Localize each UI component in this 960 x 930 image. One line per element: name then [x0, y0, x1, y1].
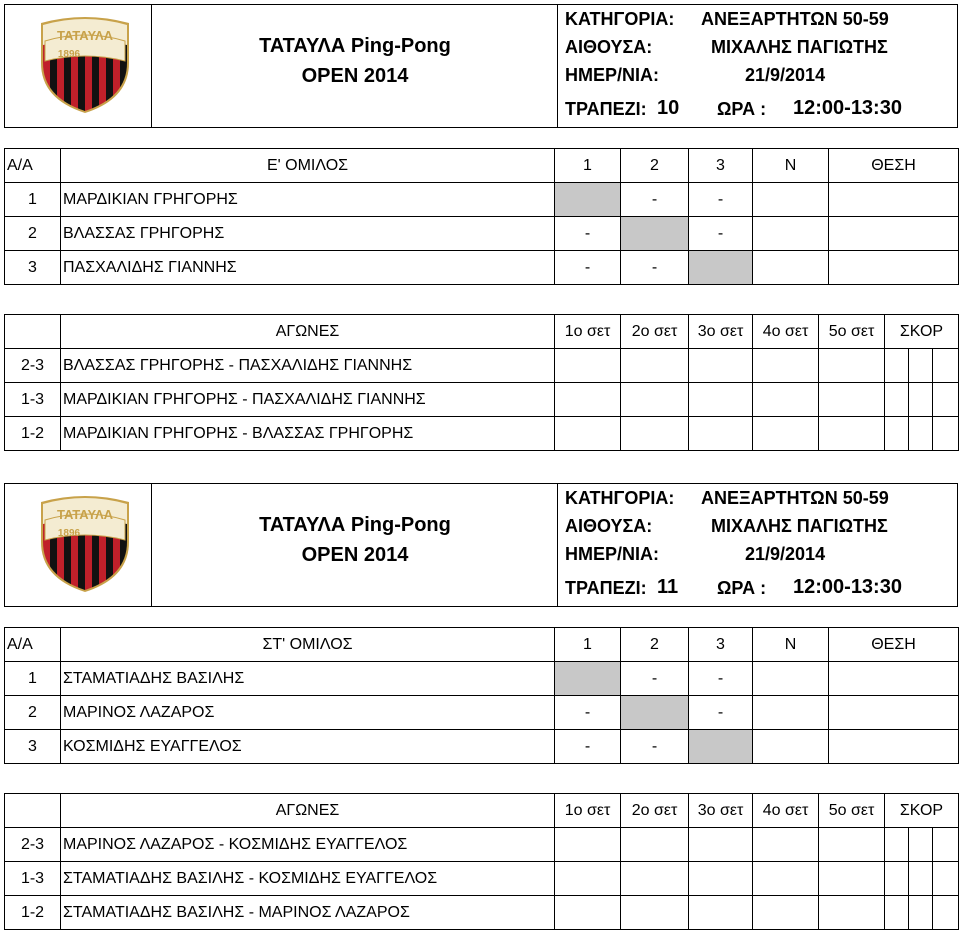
- self-cell: [555, 662, 621, 696]
- category-value: ΑΝΕΞΑΡΤΗΤΩΝ 50-59: [701, 9, 889, 29]
- score-away[interactable]: [933, 896, 959, 930]
- time-label: ΩΡΑ :: [717, 578, 767, 598]
- group-header-no: Α/Α: [5, 628, 61, 662]
- hall-value: ΜΙΧΑΛΗΣ ΠΑΓΙΩΤΗΣ: [711, 37, 888, 57]
- group-name: ΣΤ' ΟΜΙΛΟΣ: [61, 628, 555, 662]
- match-pair: 2-3: [5, 349, 61, 383]
- group-table: [4, 627, 959, 764]
- match-players: ΜΑΡΙΝΟΣ ΛΑΖΑΡΟΣ - ΚΟΣΜΙΔΗΣ ΕΥΑΓΓΕΛΟΣ: [61, 828, 555, 862]
- set-2-score[interactable]: [621, 862, 689, 896]
- score-home[interactable]: [885, 417, 909, 451]
- tournament-title: ΤΑΤΑΥΛΑ Ping-Pong: [259, 35, 451, 57]
- score-home[interactable]: [885, 828, 909, 862]
- score-away[interactable]: [933, 383, 959, 417]
- wins-cell[interactable]: [753, 217, 829, 251]
- matches-title: ΑΓΩΝΕΣ: [61, 315, 555, 349]
- tournament-edition: OPEN 2014: [301, 544, 409, 566]
- set-4-header: 4ο σετ: [753, 794, 819, 828]
- set-5-header: 5ο σετ: [819, 794, 885, 828]
- player-number: 1: [5, 662, 61, 696]
- matches-header-blank: [5, 794, 61, 828]
- score-header: ΣΚΟΡ: [885, 794, 959, 828]
- score-home[interactable]: [885, 862, 909, 896]
- matches-table: [4, 314, 959, 451]
- group-header-col-1: 1: [555, 628, 621, 662]
- set-1-score[interactable]: [555, 349, 621, 383]
- match-row: [5, 862, 959, 896]
- player-number: 2: [5, 696, 61, 730]
- group-name: Ε' ΟΜΙΛΟΣ: [61, 149, 555, 183]
- result-cell[interactable]: -: [621, 730, 689, 764]
- result-cell[interactable]: -: [621, 183, 689, 217]
- self-cell: [555, 183, 621, 217]
- group-header-col-1: 1: [555, 149, 621, 183]
- set-5-score[interactable]: [819, 417, 885, 451]
- score-away[interactable]: [933, 828, 959, 862]
- position-cell[interactable]: [829, 217, 959, 251]
- set-5-score[interactable]: [819, 862, 885, 896]
- category-value: ΑΝΕΞΑΡΤΗΤΩΝ 50-59: [701, 488, 889, 508]
- set-1-score[interactable]: [555, 383, 621, 417]
- tournament-title: ΤΑΤΑΥΛΑ Ping-Pong: [259, 514, 451, 536]
- wins-cell[interactable]: [753, 183, 829, 217]
- set-1-score[interactable]: [555, 417, 621, 451]
- set-3-header: 3ο σετ: [689, 794, 753, 828]
- date-value: 21/9/2014: [745, 544, 826, 564]
- result-cell[interactable]: -: [689, 183, 753, 217]
- set-2-score[interactable]: [621, 828, 689, 862]
- set-5-score[interactable]: [819, 896, 885, 930]
- club-logo: [35, 11, 135, 113]
- match-pair: 1-3: [5, 862, 61, 896]
- group-table: [4, 148, 959, 285]
- match-row: [5, 417, 959, 451]
- group-player-row: [5, 696, 959, 730]
- group-player-row: [5, 183, 959, 217]
- set-4-score[interactable]: [753, 862, 819, 896]
- group-player-row: [5, 217, 959, 251]
- result-cell[interactable]: -: [689, 696, 753, 730]
- set-2-score[interactable]: [621, 383, 689, 417]
- time-value: 12:00-13:30: [793, 97, 902, 119]
- set-3-score[interactable]: [689, 417, 753, 451]
- set-5-header: 5ο σετ: [819, 315, 885, 349]
- set-2-header: 2ο σετ: [621, 794, 689, 828]
- set-1-score[interactable]: [555, 896, 621, 930]
- group-header-no: Α/Α: [5, 149, 61, 183]
- set-4-score[interactable]: [753, 383, 819, 417]
- player-number: 1: [5, 183, 61, 217]
- set-2-score[interactable]: [621, 417, 689, 451]
- match-players: ΜΑΡΔΙΚΙΑΝ ΓΡΗΓΟΡΗΣ - ΒΛΑΣΣΑΣ ΓΡΗΓΟΡΗΣ: [61, 417, 555, 451]
- group-header-n: Ν: [753, 628, 829, 662]
- self-cell: [621, 217, 689, 251]
- table-label: ΤΡΑΠΕΖΙ:: [565, 578, 647, 598]
- set-2-header: 2ο σετ: [621, 315, 689, 349]
- set-3-score[interactable]: [689, 828, 753, 862]
- match-players: ΜΑΡΔΙΚΙΑΝ ΓΡΗΓΟΡΗΣ - ΠΑΣΧΑΛΙΔΗΣ ΓΙΑΝΝΗΣ: [61, 383, 555, 417]
- match-pair: 1-2: [5, 417, 61, 451]
- set-1-score[interactable]: [555, 862, 621, 896]
- wins-cell[interactable]: [753, 251, 829, 285]
- table-number: 10: [657, 97, 680, 119]
- set-5-score[interactable]: [819, 383, 885, 417]
- player-number: 3: [5, 730, 61, 764]
- position-cell[interactable]: [829, 662, 959, 696]
- result-cell[interactable]: -: [689, 662, 753, 696]
- group-header-position: ΘΕΣΗ: [829, 628, 959, 662]
- result-cell[interactable]: -: [621, 662, 689, 696]
- match-row: [5, 383, 959, 417]
- club-logo: [35, 490, 135, 592]
- group-header-col-2: 2: [621, 628, 689, 662]
- set-3-header: 3ο σετ: [689, 315, 753, 349]
- position-cell[interactable]: [829, 183, 959, 217]
- group-header-row: [5, 149, 959, 183]
- score-home[interactable]: [885, 896, 909, 930]
- match-pair: 2-3: [5, 828, 61, 862]
- set-4-header: 4ο σετ: [753, 315, 819, 349]
- wins-cell[interactable]: [753, 696, 829, 730]
- group-header-row: [5, 628, 959, 662]
- set-3-score[interactable]: [689, 349, 753, 383]
- player-number: 3: [5, 251, 61, 285]
- set-4-score[interactable]: [753, 896, 819, 930]
- matches-table: [4, 793, 959, 930]
- group-header-n: Ν: [753, 149, 829, 183]
- score-away[interactable]: [933, 417, 959, 451]
- score-away[interactable]: [933, 862, 959, 896]
- table-label: ΤΡΑΠΕΖΙ:: [565, 99, 647, 119]
- set-2-score[interactable]: [621, 349, 689, 383]
- date-label: ΗΜΕΡ/ΝΙΑ:: [565, 65, 659, 85]
- set-5-score[interactable]: [819, 349, 885, 383]
- result-cell[interactable]: -: [689, 217, 753, 251]
- position-cell[interactable]: [829, 251, 959, 285]
- match-row: [5, 349, 959, 383]
- result-cell[interactable]: -: [555, 251, 621, 285]
- match-row: [5, 828, 959, 862]
- player-number: 2: [5, 217, 61, 251]
- match-row: [5, 896, 959, 930]
- set-3-score[interactable]: [689, 383, 753, 417]
- score-header: ΣΚΟΡ: [885, 315, 959, 349]
- svg-text:1896: 1896: [57, 49, 81, 60]
- player-name: ΜΑΡΔΙΚΙΑΝ ΓΡΗΓΟΡΗΣ: [61, 183, 555, 217]
- wins-cell[interactable]: [753, 730, 829, 764]
- set-1-header: 1ο σετ: [555, 794, 621, 828]
- time-value: 12:00-13:30: [793, 576, 902, 598]
- set-4-score[interactable]: [753, 349, 819, 383]
- date-label: ΗΜΕΡ/ΝΙΑ:: [565, 544, 659, 564]
- hall-label: ΑΙΘΟΥΣΑ:: [565, 516, 653, 536]
- set-2-score[interactable]: [621, 896, 689, 930]
- svg-text:1896: 1896: [57, 528, 81, 539]
- player-name: ΣΤΑΜΑΤΙΑΔΗΣ ΒΑΣΙΛΗΣ: [61, 662, 555, 696]
- set-1-score[interactable]: [555, 828, 621, 862]
- set-3-score[interactable]: [689, 862, 753, 896]
- matches-title: ΑΓΩΝΕΣ: [61, 794, 555, 828]
- position-cell[interactable]: [829, 730, 959, 764]
- group-player-row: [5, 251, 959, 285]
- set-5-score[interactable]: [819, 828, 885, 862]
- self-cell: [689, 251, 753, 285]
- score-sep: [909, 383, 933, 417]
- player-name: ΚΟΣΜΙΔΗΣ ΕΥΑΓΓΕΛΟΣ: [61, 730, 555, 764]
- score-sep: [909, 417, 933, 451]
- sheet-header: [4, 4, 958, 128]
- score-home[interactable]: [885, 383, 909, 417]
- group-header-position: ΘΕΣΗ: [829, 149, 959, 183]
- matches-header-row: [5, 794, 959, 828]
- category-label: ΚΑΤΗΓΟΡΙΑ:: [565, 9, 675, 29]
- player-name: ΒΛΑΣΣΑΣ ΓΡΗΓΟΡΗΣ: [61, 217, 555, 251]
- score-sep: [909, 896, 933, 930]
- self-cell: [689, 730, 753, 764]
- result-cell[interactable]: -: [555, 696, 621, 730]
- hall-label: ΑΙΘΟΥΣΑ:: [565, 37, 653, 57]
- score-sep: [909, 349, 933, 383]
- svg-text:ΤΑΤΑΥΛΑ: ΤΑΤΑΥΛΑ: [56, 28, 114, 43]
- matches-header-row: [5, 315, 959, 349]
- sheet-header: [4, 483, 958, 607]
- score-sep: [909, 862, 933, 896]
- player-name: ΠΑΣΧΑΛΙΔΗΣ ΓΙΑΝΝΗΣ: [61, 251, 555, 285]
- tournament-edition: OPEN 2014: [301, 65, 409, 87]
- svg-text:ΤΑΤΑΥΛΑ: ΤΑΤΑΥΛΑ: [56, 507, 114, 522]
- match-pair: 1-2: [5, 896, 61, 930]
- set-3-score[interactable]: [689, 896, 753, 930]
- score-sep: [909, 828, 933, 862]
- score-home[interactable]: [885, 349, 909, 383]
- table-number: 11: [657, 576, 679, 598]
- set-4-score[interactable]: [753, 417, 819, 451]
- match-players: ΣΤΑΜΑΤΙΑΔΗΣ ΒΑΣΙΛΗΣ - ΜΑΡΙΝΟΣ ΛΑΖΑΡΟΣ: [61, 896, 555, 930]
- group-header-col-3: 3: [689, 149, 753, 183]
- score-away[interactable]: [933, 349, 959, 383]
- result-cell[interactable]: -: [555, 730, 621, 764]
- category-label: ΚΑΤΗΓΟΡΙΑ:: [565, 488, 675, 508]
- group-player-row: [5, 730, 959, 764]
- group-header-col-3: 3: [689, 628, 753, 662]
- group-header-col-2: 2: [621, 149, 689, 183]
- result-cell[interactable]: -: [555, 217, 621, 251]
- set-4-score[interactable]: [753, 828, 819, 862]
- matches-header-blank: [5, 315, 61, 349]
- hall-value: ΜΙΧΑΛΗΣ ΠΑΓΙΩΤΗΣ: [711, 516, 888, 536]
- time-label: ΩΡΑ :: [717, 99, 767, 119]
- match-pair: 1-3: [5, 383, 61, 417]
- wins-cell[interactable]: [753, 662, 829, 696]
- date-value: 21/9/2014: [745, 65, 826, 85]
- match-players: ΒΛΑΣΣΑΣ ΓΡΗΓΟΡΗΣ - ΠΑΣΧΑΛΙΔΗΣ ΓΙΑΝΝΗΣ: [61, 349, 555, 383]
- self-cell: [621, 696, 689, 730]
- position-cell[interactable]: [829, 696, 959, 730]
- set-1-header: 1ο σετ: [555, 315, 621, 349]
- player-name: ΜΑΡΙΝΟΣ ΛΑΖΑΡΟΣ: [61, 696, 555, 730]
- match-players: ΣΤΑΜΑΤΙΑΔΗΣ ΒΑΣΙΛΗΣ - ΚΟΣΜΙΔΗΣ ΕΥΑΓΓΕΛΟΣ: [61, 862, 555, 896]
- result-cell[interactable]: -: [621, 251, 689, 285]
- group-player-row: [5, 662, 959, 696]
